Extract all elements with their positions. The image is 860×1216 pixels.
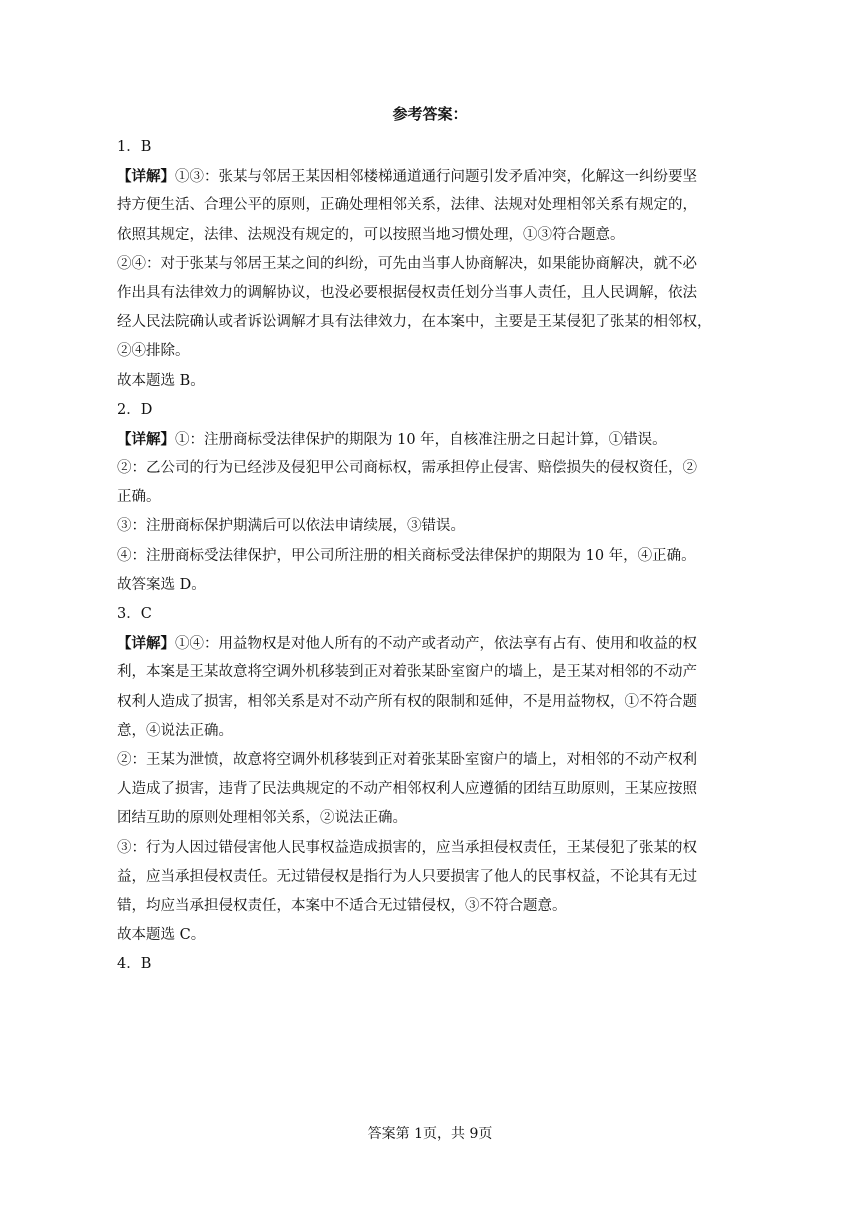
- line-text: 人造成了损害，违背了民法典规定的不动产相邻权利人应遵循的团结互助原则，王某应按照: [117, 781, 697, 798]
- answer-line: [117, 483, 740, 512]
- answer-line: [117, 425, 740, 454]
- answer-line: [117, 250, 740, 279]
- line-text: ②：乙公司的行为已经涉及侵犯甲公司商标权，需承担停止侵害、赔偿损失的侵权资任，②: [117, 460, 697, 477]
- answer-line: [117, 191, 740, 220]
- answer-line: [117, 367, 740, 396]
- line-text: 权利人造成了损害，相邻关系是对不动产所有权的限制和延伸，不是用益物权，①不符合题: [117, 693, 697, 710]
- line-text: ②④排除。: [117, 343, 190, 360]
- page-title: 参考答案：: [392, 105, 468, 123]
- answer-line: [117, 512, 740, 541]
- line-text: 经人民法院确认或者诉讼调解才具有法律效力，在本案中，主要是王某侵犯了张某的相邻权，: [117, 314, 712, 331]
- line-text: 意，④说法正确。: [117, 722, 233, 739]
- line-text: 错，均应当承担侵权责任，本案中不适合无过错侵权，③不符合题意。: [117, 897, 567, 914]
- answer-line: [117, 454, 740, 483]
- detail-label: 【详解】: [117, 430, 175, 448]
- answer-line: [117, 571, 740, 600]
- line-text: 持方便生活、合理公平的原则，正确处理相邻关系，法律、法规对处理相邻关系有规定的，: [117, 197, 697, 214]
- page-footer: 答案第 1页，共 9页: [367, 1126, 493, 1142]
- line-text: ②：王某为泄愤，故意将空调外机移装到正对着张某卧室窗户的墙上，对相邻的不动产权利: [117, 751, 697, 768]
- line-text: 4．B: [117, 956, 152, 973]
- question-number: [117, 950, 740, 979]
- answer-line: [117, 542, 740, 571]
- line-text: 团结互助的原则处理相邻关系，②说法正确。: [117, 810, 407, 827]
- line-text: 1．B: [117, 139, 152, 155]
- answer-line: [117, 658, 740, 687]
- answer-line: [117, 746, 740, 775]
- line-text: 益，应当承担侵权责任。无过错侵权是指行为人只要损害了他人的民事权益，不论其有无过: [117, 868, 697, 885]
- answer-content: [117, 133, 740, 979]
- answer-line: [117, 863, 740, 892]
- answer-line: [117, 834, 740, 863]
- line-text: 故本题选 B。: [117, 372, 205, 389]
- line-text: 作出具有法律效力的调解协议，也没必要根据侵权责任划分当事人责任，且人民调解，依法: [117, 284, 697, 301]
- line-text: 故答案选 D。: [117, 576, 206, 593]
- line-text: ①：注册商标受法律保护的期限为 10 年，自核准注册之日起计算，①错误。: [175, 431, 667, 448]
- line-text: 利，本案是王某故意将空调外机移装到正对着张某卧室窗户的墙上，是王某对相邻的不动产: [117, 664, 697, 681]
- detail-label: 【详解】: [117, 635, 175, 653]
- answer-line: [117, 279, 740, 308]
- answer-line: [117, 629, 740, 658]
- line-text: ③：注册商标保护期满后可以依法申请续展，③错误。: [117, 518, 465, 535]
- line-text: 2．D: [117, 401, 153, 418]
- question-number: [117, 133, 740, 162]
- answer-line: [117, 892, 740, 921]
- line-text: ①③：张某与邻居王某因相邻楼梯通道通行问题引发矛盾冲突，化解这一纠纷要坚: [175, 169, 697, 186]
- line-text: 故本题选 C。: [117, 927, 206, 944]
- answer-line: [117, 337, 740, 366]
- line-text: ①④：用益物权是对他人所有的不动产或者动产，依法享有占有、使用和收益的权: [175, 636, 697, 653]
- detail-label: 【详解】: [117, 168, 175, 186]
- line-text: 正确。: [117, 489, 161, 506]
- line-text: 依照其规定，法律、法规没有规定的，可以按照当地习惯处理，①③符合题意。: [117, 226, 625, 243]
- line-text: 3．C: [117, 606, 152, 622]
- answer-line: [117, 221, 740, 250]
- line-text: ③：行为人因过错侵害他人民事权益造成损害的，应当承担侵权责任，王某侵犯了张某的权: [117, 839, 697, 856]
- answer-line: [117, 162, 740, 191]
- answer-line: [117, 921, 740, 950]
- question-number: [117, 600, 740, 629]
- answer-line: [117, 717, 740, 746]
- line-text: ④：注册商标受法律保护，甲公司所注册的相关商标受法律保护的期限为 10 年，④正确。: [117, 547, 696, 564]
- answer-line: [117, 804, 740, 833]
- question-number: [117, 396, 740, 425]
- answer-line: [117, 688, 740, 717]
- line-text: ②④：对于张某与邻居王某之间的纠纷，可先由当事人协商解决，如果能协商解决，就不必: [117, 255, 697, 272]
- answer-line: [117, 308, 740, 337]
- answer-line: [117, 775, 740, 804]
